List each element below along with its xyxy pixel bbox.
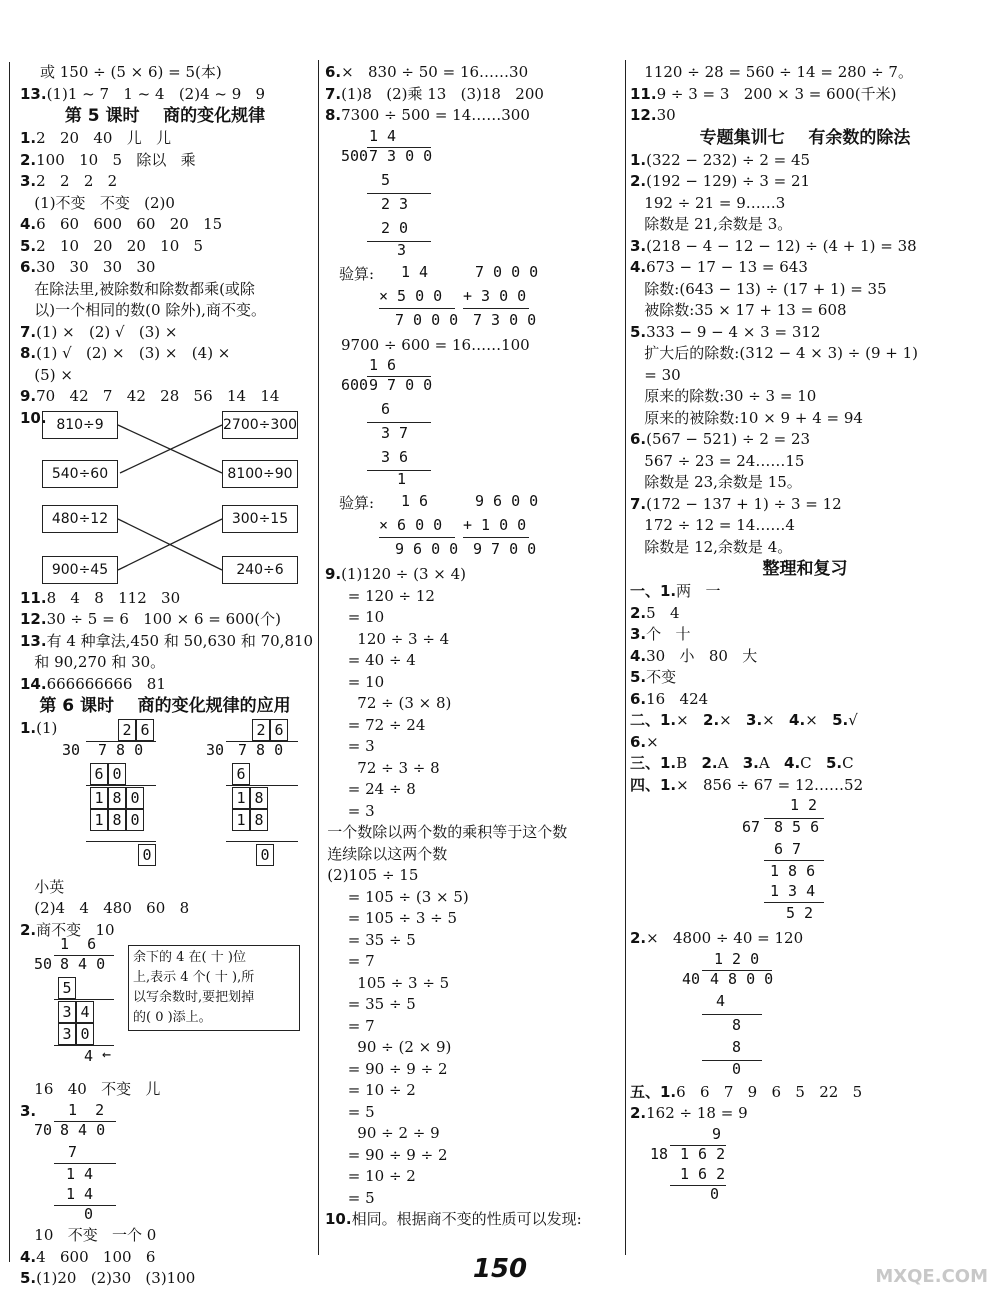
dividend: 7 3 0 0 <box>369 146 433 165</box>
equation-step: 72 ÷ 3 ÷ 8 <box>343 758 440 777</box>
equation-step: = 10 ÷ 2 <box>343 1081 416 1099</box>
divisor: 50 <box>34 955 53 973</box>
text-line: 1120 ÷ 28 = 560 ÷ 14 = 280 ÷ 7。 <box>630 63 913 81</box>
quotient: 1 2 <box>790 796 818 814</box>
review-4-1: 四、1.× 856 ÷ 67 = 12……52 <box>630 775 864 794</box>
digit-box: 1 <box>232 809 250 831</box>
equation-step: = 35 ÷ 5 <box>343 930 416 949</box>
equation-step: = 90 ÷ 9 ÷ 2 <box>343 1059 448 1078</box>
review-1-6: 6.16 424 <box>630 689 709 708</box>
remainder: 3 <box>397 240 407 259</box>
verify-number: 1 4 <box>401 262 429 281</box>
step: 1 4 <box>66 1185 94 1203</box>
review-2-6: 6.× <box>630 732 659 751</box>
answer-8: 8.7300 ÷ 500 = 14……300 <box>325 106 530 124</box>
quotient: 1 4 <box>369 126 397 145</box>
verify-number: 1 6 <box>401 492 429 510</box>
digit-box: 6 <box>136 719 154 741</box>
long-division-600 <box>325 356 625 492</box>
remainder: 0 <box>732 1059 742 1078</box>
verify-label: 验算: <box>339 494 375 512</box>
answer-2: 2.100 10 5 除以 乘 <box>20 150 196 169</box>
section-heading-special7: 专题集训七 有余数的除法 <box>699 127 911 148</box>
verify-number: 9 7 0 0 <box>473 540 537 558</box>
answer-8: 8.(1) √ (2) × (3) × (4) × <box>20 344 231 362</box>
match-box-right-2: 8100÷90 <box>222 460 298 488</box>
digit-box: 8 <box>108 809 126 831</box>
review-1-2: 2.5 4 <box>630 603 680 622</box>
review-1-1: 一、1.两 一 <box>630 582 721 600</box>
long-division-40 <box>630 950 980 1082</box>
remainder: 0 <box>84 1205 94 1223</box>
text-line: 除数是 21,余数是 3。 <box>630 215 793 233</box>
digit-box: 5 <box>58 977 76 999</box>
answer-7: 7.(1) × (2) √ (3) × <box>20 322 178 341</box>
answer-13: 13.(1)1 ~ 7 1 ~ 4 (2)4 ~ 9 9 <box>20 84 266 103</box>
long-division-18 <box>630 1124 980 1203</box>
match-box-right-1: 2700÷300 <box>222 411 298 439</box>
verify-label: 验算: <box>339 264 375 283</box>
step: 1 4 <box>66 1165 94 1183</box>
equation-step: = 10 <box>343 672 385 691</box>
digit-box: 1 <box>90 787 108 809</box>
matching-diagram <box>20 408 310 644</box>
divisor: 70 <box>34 1121 53 1139</box>
equation-step: = 90 ÷ 9 ÷ 2 <box>343 1145 448 1164</box>
equation-step: 72 ÷ (3 × 8) <box>343 694 452 712</box>
long-division-70 <box>20 1101 310 1223</box>
text-line: 192 ÷ 21 = 9……3 <box>630 193 786 212</box>
equation-step: = 24 ÷ 8 <box>343 780 416 798</box>
answer-4: 4.6 60 600 60 20 15 <box>20 215 223 233</box>
equation-step: = 5 <box>343 1102 375 1121</box>
dividend: 8 4 0 <box>60 1121 106 1139</box>
equation-step: = 72 ÷ 24 <box>343 715 426 734</box>
digit-box: 1 <box>90 809 108 831</box>
match-box-right-4: 240÷6 <box>222 556 298 584</box>
step: 6 7 <box>774 840 802 858</box>
answer-3b: 3. <box>20 1101 37 1120</box>
match-box-right-3: 300÷15 <box>222 505 298 533</box>
divisor: 30 <box>62 740 81 759</box>
answer-14: 14.666666666 81 <box>20 674 166 693</box>
equation-step: = 7 <box>343 1016 375 1035</box>
answer-7: 7.(1)8 (2)乘 13 (3)18 200 <box>325 84 544 103</box>
text-line: 10 不变 一个 0 <box>20 1226 157 1244</box>
section-heading-lesson5: 第 5 课时 商的变化规律 <box>64 106 266 126</box>
text-line: 除数是 12,余数是 4。 <box>630 537 793 556</box>
step: 1 8 6 <box>770 862 816 880</box>
text-line: 和 90,270 和 30。 <box>20 653 166 671</box>
verify-number: 9 6 0 0 <box>395 540 459 558</box>
answer-1: 1.2 20 40 儿 儿 <box>20 129 172 147</box>
section-heading-review: 整理和复习 <box>762 559 848 579</box>
text-line: 扩大后的除数:(312 − 4 × 3) ÷ (9 + 1) <box>630 344 918 362</box>
digit-box: 0 <box>126 809 144 831</box>
answer-9: 9.70 42 7 42 28 56 14 14 <box>20 387 280 405</box>
answer-5: 5.2 10 20 20 10 5 <box>20 236 204 255</box>
answer-7: 7.(172 − 137 + 1) ÷ 3 = 12 <box>630 494 842 513</box>
answer-1b: 1.(1) <box>20 719 58 737</box>
text-line: 小英 <box>20 877 65 896</box>
page-number: 150 <box>472 1254 528 1284</box>
verify-number: 7 0 0 0 <box>475 262 539 281</box>
answer-9: 9.(1)120 ÷ (3 × 4) <box>325 565 467 583</box>
quotient: 1 6 <box>369 356 397 374</box>
quotient: 9 <box>712 1124 722 1143</box>
digit-box: 0 <box>108 763 126 785</box>
text-line: (2)4 4 480 60 8 <box>20 899 190 917</box>
review-4-2: 2.× 4800 ÷ 40 = 120 <box>630 929 804 947</box>
review-1-3: 3.个 十 <box>630 625 691 643</box>
digit-box: 8 <box>250 809 268 831</box>
column-divider-1 <box>318 60 319 1255</box>
column-1 <box>20 62 314 1290</box>
equation-step: = 10 <box>343 608 385 626</box>
equation-step: = 10 ÷ 2 <box>343 1167 416 1185</box>
equation-step: = 105 ÷ (3 × 5) <box>343 887 469 906</box>
arrow-icon: ← <box>102 1045 112 1063</box>
answer-12: 12.30 ÷ 5 = 6 100 × 6 = 600(个) <box>20 610 281 628</box>
text-line: 567 ÷ 23 = 24……15 <box>630 451 805 470</box>
step: 4 <box>716 991 726 1010</box>
answer-3: 3.(218 − 4 − 12 − 12) ÷ (4 + 1) = 38 <box>630 236 917 255</box>
review-5-2: 2.162 ÷ 18 = 9 <box>630 1104 748 1122</box>
answer-6: 6.× 830 ÷ 50 = 16……30 <box>325 63 529 81</box>
verify-number: + 1 0 0 <box>463 516 527 534</box>
divisor: 600 <box>341 376 369 394</box>
remainder: 5 2 <box>786 904 814 922</box>
verify-number: × 6 0 0 <box>379 516 443 534</box>
text-line: 172 ÷ 12 = 14……4 <box>630 516 795 534</box>
equation-step: = 120 ÷ 12 <box>343 586 435 605</box>
text-line: (2)105 ÷ 15 <box>313 866 419 884</box>
answer-5: 5.333 − 9 − 4 × 3 = 312 <box>630 322 821 341</box>
digit-box: 0 <box>138 844 156 866</box>
equation-step: = 40 ÷ 4 <box>343 651 416 669</box>
digit-box: 8 <box>250 787 268 809</box>
digit-box: 6 <box>90 763 108 785</box>
digit-box: 4 <box>76 1001 94 1023</box>
explanation-note-box: 余下的 4 在( 十 )位 上,表示 4 个( 十 ),所 以写余数时,要把划掉 的( 0 )添上。 <box>128 945 300 1031</box>
equation-step: = 105 ÷ 3 ÷ 5 <box>343 909 458 927</box>
text-line: 以)一个相同的数(0 除外),商不变。 <box>20 301 266 319</box>
equation-step: 90 ÷ (2 × 9) <box>343 1038 452 1056</box>
dividend: 8 5 6 <box>774 818 820 836</box>
review-2: 二、1.× 2.× 3.× 4.× 5.√ <box>630 711 858 729</box>
verify-number: 7 0 0 0 <box>395 310 459 329</box>
equation-step: 90 ÷ 2 ÷ 9 <box>343 1124 440 1142</box>
divisor: 40 <box>682 969 701 988</box>
digit-box: 0 <box>256 844 274 866</box>
quotient: 1 2 0 <box>714 949 760 968</box>
review-3: 三、1.B 2.A 3.A 4.C 5.C <box>630 754 854 772</box>
step: 1 3 4 <box>770 882 816 900</box>
verify-number: 7 3 0 0 <box>473 310 537 329</box>
review-5-1: 五、1.6 6 7 9 6 5 22 5 <box>630 1082 863 1101</box>
answer-6: 6.(567 − 521) ÷ 2 = 23 <box>630 430 811 448</box>
review-1-4: 4.30 小 80 大 <box>630 646 758 665</box>
text-line: 除数:(643 − 13) ÷ (17 + 1) = 35 <box>630 279 887 298</box>
answer-5b: 5.(1)20 (2)30 (3)100 <box>20 1269 196 1287</box>
remainder: 4 <box>84 1047 94 1065</box>
match-box-left-1: 810÷9 <box>42 411 118 439</box>
text-line: 一个数除以两个数的乘积等于这个数 <box>313 823 568 841</box>
column-divider-2 <box>625 60 626 1255</box>
answer-2: 2.(192 − 129) ÷ 3 = 21 <box>630 172 811 190</box>
answer-10: 10.相同。根据商不变的性质可以发现: <box>325 1210 582 1228</box>
step: 2 3 <box>381 194 409 213</box>
long-division-67 <box>630 796 980 928</box>
divisor: 30 <box>206 740 225 759</box>
answer-4: 4.673 − 17 − 13 = 643 <box>630 258 808 276</box>
answer-13b: 13.有 4 种拿法,450 和 50,630 和 70,810 <box>20 631 314 650</box>
dividend: 1 6 2 <box>680 1144 726 1163</box>
equation-step: = 3 <box>343 737 375 755</box>
remainder: 0 <box>710 1184 720 1203</box>
long-division-with-note <box>20 935 310 1075</box>
step: 5 <box>381 170 391 189</box>
quotient: 1 6 <box>60 935 97 953</box>
dividend: 4 8 0 0 <box>710 969 774 988</box>
step: 2 0 <box>381 218 409 237</box>
digit-box: 0 <box>76 1023 94 1045</box>
column-3 <box>630 62 980 1203</box>
margin-mark <box>9 62 10 1262</box>
answer-1: 1.(322 − 232) ÷ 2 = 45 <box>630 150 811 169</box>
verification-1 <box>325 263 625 335</box>
equation-step: 120 ÷ 3 ÷ 4 <box>343 629 450 648</box>
divisor: 67 <box>742 818 761 836</box>
verify-number: × 5 0 0 <box>379 286 443 305</box>
text-line: 原来的除数:30 ÷ 3 = 10 <box>630 387 817 405</box>
long-division-boxed-1 <box>20 719 310 841</box>
answer-2b: 2.商不变 10 <box>20 920 115 939</box>
step: 6 <box>381 400 391 418</box>
digit-box: 6 <box>232 763 250 785</box>
dividend: 7 8 0 <box>238 740 284 759</box>
digit-box: 1 <box>232 787 250 809</box>
answer-10-number: 10. <box>20 408 47 427</box>
divisor: 500 <box>341 146 369 165</box>
equation-step: = 35 ÷ 5 <box>343 995 416 1013</box>
verification-2 <box>325 492 625 564</box>
step: 3 7 <box>381 424 409 442</box>
digit-box: 0 <box>126 787 144 809</box>
match-box-left-4: 900÷45 <box>42 556 118 584</box>
answer-4b: 4.4 600 100 6 <box>20 1247 156 1266</box>
dividend: 9 7 0 0 <box>369 376 433 394</box>
review-1-5: 5.不变 <box>630 668 677 686</box>
equation-steps-1 <box>325 586 625 823</box>
text-line: 原来的被除数:10 × 9 + 4 = 94 <box>630 408 863 427</box>
long-division-500 <box>325 127 625 263</box>
quotient: 1 2 <box>68 1101 105 1119</box>
step: 7 <box>68 1143 78 1161</box>
answer-11: 11.9 ÷ 3 = 3 200 × 3 = 600(千米) <box>630 84 897 103</box>
watermark: MXQE.COM <box>875 1266 988 1287</box>
divisor: 18 <box>650 1144 669 1163</box>
digit-box: 2 <box>118 719 136 741</box>
equation-steps-2 <box>325 887 625 1210</box>
verify-number: 9 6 0 0 <box>475 492 539 510</box>
text-line: 16 40 不变 儿 <box>20 1080 161 1098</box>
remainder: 1 <box>397 470 407 488</box>
step: 3 6 <box>381 448 409 466</box>
step: 1 6 2 <box>680 1164 726 1183</box>
match-box-left-3: 480÷12 <box>42 505 118 533</box>
verify-number: + 3 0 0 <box>463 286 527 305</box>
text-line: (5) × <box>20 365 73 384</box>
step: 8 <box>732 1015 742 1034</box>
text-line: 或 150 ÷ (5 × 6) = 5(本) <box>40 63 222 81</box>
step: 8 <box>732 1037 742 1056</box>
answer-6: 6.30 30 30 30 <box>20 258 156 276</box>
text-line: 除数是 23,余数是 15。 <box>630 473 802 491</box>
answer-12: 12.30 <box>630 106 676 124</box>
answer-11: 11.8 4 8 112 30 <box>20 588 181 607</box>
digit-box: 3 <box>58 1001 76 1023</box>
text-line: 9700 ÷ 600 = 16……100 <box>341 335 530 354</box>
digit-box: 6 <box>270 719 288 741</box>
match-box-left-2: 540÷60 <box>42 460 118 488</box>
equation-step: 105 ÷ 3 ÷ 5 <box>343 973 450 992</box>
equation-step: = 5 <box>343 1188 375 1207</box>
text-line: (1)不变 不变 (2)0 <box>20 193 175 212</box>
digit-box: 2 <box>252 719 270 741</box>
equation-step: = 3 <box>343 801 375 820</box>
answer-3: 3.2 2 2 2 <box>20 172 118 190</box>
text-line: 被除数:35 × 17 + 13 = 608 <box>630 301 847 319</box>
long-division-boxed-remainders <box>20 841 310 869</box>
column-2 <box>313 62 625 1231</box>
digit-box: 8 <box>108 787 126 809</box>
equation-step: = 7 <box>343 952 375 970</box>
digit-box: 3 <box>58 1023 76 1045</box>
dividend: 7 8 0 <box>98 740 144 759</box>
text-line: 连续除以这两个数 <box>313 844 448 863</box>
dividend: 8 4 0 <box>60 955 106 973</box>
section-heading-lesson6: 第 6 课时 商的变化规律的应用 <box>39 696 291 716</box>
text-line: = 30 <box>630 365 681 384</box>
text-line: 在除法里,被除数和除数都乘(或除 <box>20 279 255 298</box>
